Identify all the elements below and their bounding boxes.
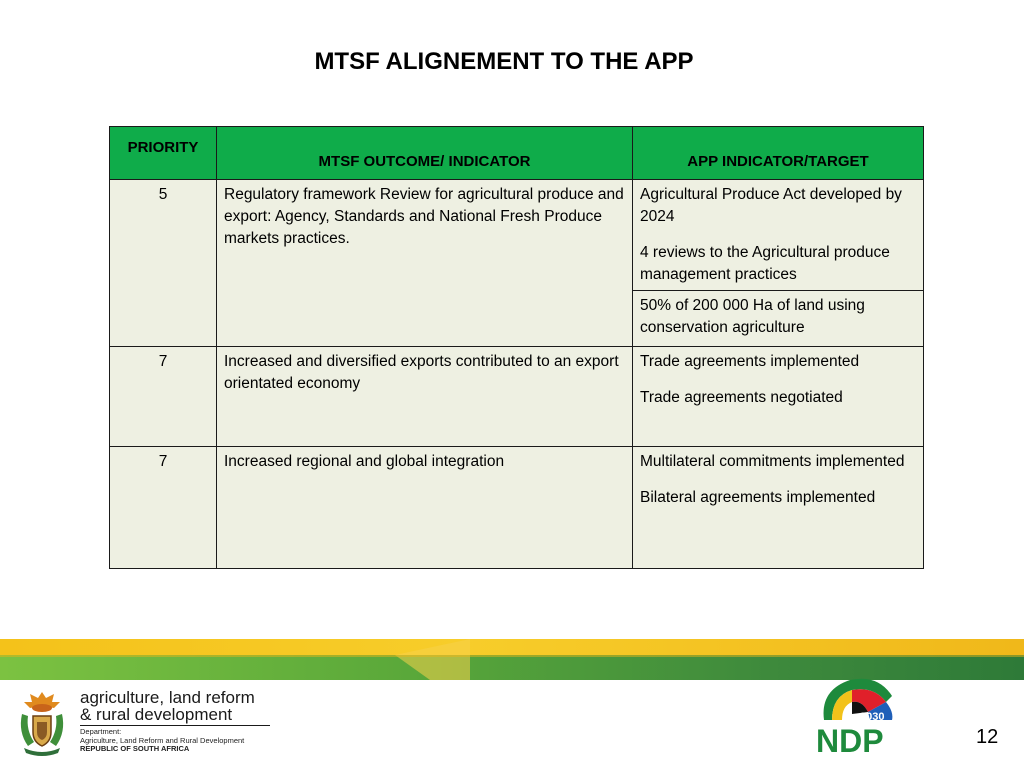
alignment-table: [109, 126, 924, 569]
app-target: Trade agreements negotiated: [640, 389, 843, 406]
outcome-cell: Increased and diversified exports contributed to an export orientated economy: [217, 347, 633, 447]
app-target: 50% of 200 000 Ha of land using conservation agriculture: [640, 297, 865, 336]
header-priority: PRIORITY: [110, 127, 217, 180]
department-name-line: agriculture, land reform: [80, 688, 255, 707]
department-divider: [80, 725, 270, 726]
department-name: [80, 689, 255, 723]
priority-cell: 5: [110, 180, 217, 347]
app-cell: [633, 447, 924, 569]
table-row: [110, 180, 924, 291]
header-app-indicator: APP INDICATOR/TARGET: [633, 127, 924, 180]
slide-title: MTSF ALIGNEMENT TO THE APP: [314, 48, 694, 75]
outcome-cell: Regulatory framework Review for agricultural produce and export: Agency, Standards and National Fresh Produce markets practices.: [217, 180, 633, 347]
table-row: [110, 447, 924, 569]
header-mtsf-outcome: MTSF OUTCOME/ INDICATOR: [217, 127, 633, 180]
app-cell: [633, 180, 924, 291]
department-name-line: & rural development: [80, 705, 233, 724]
app-target: Agricultural Produce Act developed by 2024: [640, 186, 902, 225]
table-header-row: [110, 127, 924, 180]
department-subtext: [80, 728, 244, 754]
outcome-cell: Increased regional and global integration: [217, 447, 633, 569]
priority-cell: 7: [110, 347, 217, 447]
page-number: 12: [976, 726, 999, 748]
app-cell: [633, 291, 924, 347]
app-target: Bilateral agreements implemented: [640, 489, 876, 506]
country-name: REPUBLIC OF SOUTH AFRICA: [80, 744, 190, 753]
table-row: [110, 347, 924, 447]
app-target: Multilateral commitments implemented: [640, 453, 905, 470]
app-cell: [633, 347, 924, 447]
ndp-logo-icon: [806, 672, 902, 758]
priority-cell: 7: [110, 447, 217, 569]
ndp-text: NDP: [816, 723, 884, 758]
app-target: Trade agreements implemented: [640, 353, 860, 370]
app-target: 4 reviews to the Agricultural produce management practices: [640, 244, 890, 283]
department-label: Department:: [80, 727, 122, 736]
ndp-year: 2030: [860, 711, 885, 723]
department-fullname: Agriculture, Land Reform and Rural Development: [80, 735, 245, 745]
coat-of-arms-icon: [16, 688, 68, 758]
